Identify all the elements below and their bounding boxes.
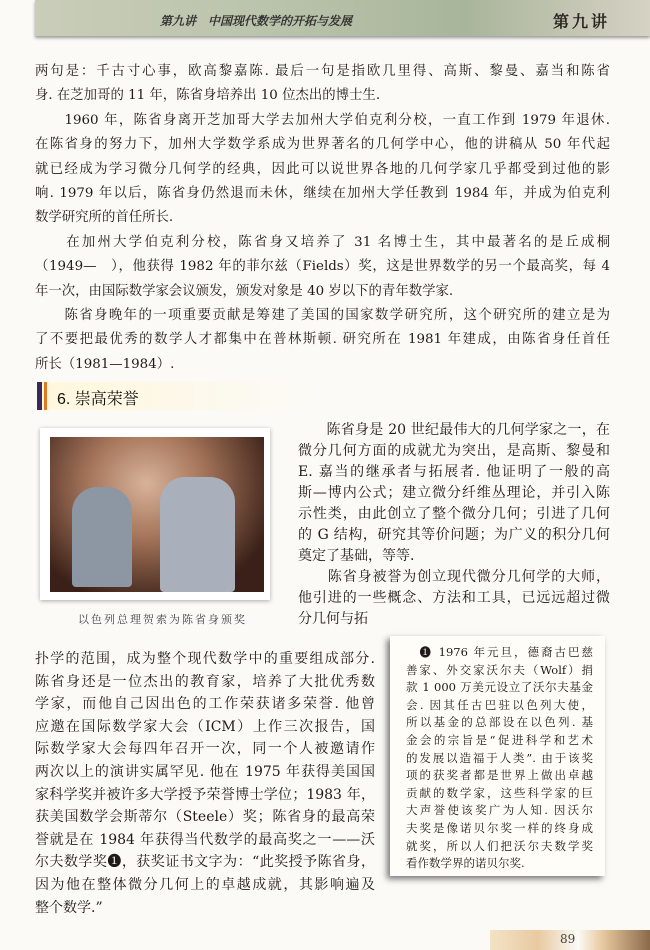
text-line: 就已经成为学习微分几何学的经典，因此可以说世界各地的几何学家几乎都受到过他的影 xyxy=(35,161,610,177)
footnote-box xyxy=(390,636,605,876)
text-line: 示性类，由此创立了整个微分几何；引进了几何 xyxy=(298,506,610,522)
running-header xyxy=(35,0,650,36)
text-line: 两句是：千古寸心事，欧高黎嘉陈. 最后一句是指欧几里得、高斯、黎曼、嘉当和陈省 xyxy=(35,64,610,79)
person-figure xyxy=(72,487,132,587)
text-line: 陈省身还是一位杰出的教育家，培养了大批优秀数 xyxy=(35,673,375,690)
text-line: 响. 1979 年以后，陈省身仍然退而未休，继续在加州大学任教到 1984 年，并成为伯克利 xyxy=(35,186,610,201)
page-footer xyxy=(490,930,650,950)
text-line: 金会的宗旨是“促进科学和艺术 xyxy=(406,733,593,747)
text-line: 整个数学.” xyxy=(35,899,103,916)
text-line: 年一次，由国际数学家会议颁发，颁发对象是 40 岁以下的青年数学家. xyxy=(35,283,454,299)
award-photo xyxy=(40,428,270,600)
text-line: 善家、外交家沃尔夫（Wolf）捐 xyxy=(406,662,593,677)
text-line: 所长（1981—1984）. xyxy=(35,356,175,372)
text-line: 他引进的一些概念、方法和工具，已远远超过微 xyxy=(298,590,610,606)
photo-caption: 以色列总理贺索为陈省身颁奖 xyxy=(78,613,247,626)
text-line: 在加州大学伯克利分校，陈省身又培养了 31 名博士生，其中最著名的是丘成桐 xyxy=(35,234,610,250)
section-title: 6. 崇高荣誉 xyxy=(57,391,139,408)
page-number: 89 xyxy=(560,932,576,946)
header-title: 第九讲 中国现代数学的开拓与发展 xyxy=(160,14,353,28)
text-line: 因为他在整体微分几何上的卓越成就，其影响遍及 xyxy=(35,877,375,893)
heading-bar-icon xyxy=(37,382,42,410)
text-line: 的发展以造福于人类”. 由于该奖 xyxy=(406,750,593,765)
text-line: 誉就是在 1984 年获得当代数学的最高奖之一——沃 xyxy=(35,831,375,848)
text-line: 大声誉使该奖广为人知. 因沃尔 xyxy=(406,803,593,818)
text-line: 款 1 000 万美元设立了沃尔夫基金 xyxy=(406,680,593,695)
text-line: 陈省身晚年的一项重要贡献是筹建了美国的国家数学研究所，这个研究所的建立是为 xyxy=(35,308,610,323)
text-line: 了不要把最优秀的数学人才都集中在普林斯顿. 研究所在 1981 年建成，由陈省身任首任 xyxy=(35,332,610,348)
text-line: 看作数学界的诺贝尔奖. xyxy=(406,856,525,871)
text-line: 分几何与拓 xyxy=(298,611,368,627)
text-line: 贡献的数学家，这些科学家的巨 xyxy=(406,785,593,800)
text-line: 项的获奖者都是世界上做出卓越 xyxy=(406,768,593,783)
text-line: 会. 因其任古巴驻以色列大使， xyxy=(406,697,593,712)
text-line: ❶ 1976 年元旦，德裔古巴慈 xyxy=(406,645,593,659)
text-line: 微分几何方面的成就尤为突出，是高斯、黎曼和 xyxy=(298,443,610,459)
text-line: 学家，而他自己因出色的工作荣获诸多荣誉. 他曾 xyxy=(35,696,375,713)
text-line: E. 嘉当的继承者与拓展者. 他证明了一般的高 xyxy=(298,464,610,480)
text-line: 夫奖是像诺贝尔奖一样的终身成 xyxy=(406,821,593,835)
section-heading xyxy=(37,382,317,410)
text-line: 数学研究所的首任所长. xyxy=(35,210,174,226)
text-line: 陈省身是 20 世纪最伟大的几何学家之一，在 xyxy=(298,422,610,438)
heading-accent-icon xyxy=(44,382,47,410)
chapter-label: 第九讲 xyxy=(552,12,610,31)
text-line: 斯—博内公式；建立微分纤维丛理论，并引入陈 xyxy=(298,485,610,501)
photo-image xyxy=(50,437,264,592)
text-line: 在陈省身的努力下，加州大学数学系成为世界著名的几何学中心，他的讲稿从 50 年代起 xyxy=(35,137,610,153)
text-line: 扑学的范围，成为整个现代数学中的重要组成部分. xyxy=(35,651,375,667)
text-line: 陈省身被誉为创立现代微分几何学的大师， xyxy=(298,569,610,585)
text-line: 家科学奖并被许多大学授予荣誉博士学位；1983 年， xyxy=(35,786,375,803)
text-line: 应邀在国际数学家大会（ICM）上作三次报告，国 xyxy=(35,718,375,735)
text-line: 两次以上的演讲实属罕见. 他在 1975 年获得美国国 xyxy=(35,764,375,780)
text-line: 获美国数学会斯蒂尔（Steele）奖；陈省身的最高荣 xyxy=(35,809,375,826)
text-line: 奠定了基础，等等. xyxy=(298,548,415,564)
text-line: （1949— ），他获得 1982 年的菲尔兹（Fields）奖，这是世界数学的另一个最高奖，每 4 xyxy=(35,259,610,275)
text-line: 身. 在芝加哥的 11 年，陈省身培养出 10 位杰出的博士生. xyxy=(35,88,381,104)
person-figure xyxy=(160,477,235,592)
text-line: 的 G 结构，研究其等价问题；为广义的积分几何 xyxy=(298,527,610,543)
text-line: 所以基金的总部设在以色列. 基 xyxy=(406,715,593,730)
text-line: 1960 年，陈省身离开芝加哥大学去加州大学伯克利分校，一直工作到 1979 年退休. xyxy=(35,112,610,128)
text-line: 尔夫数学奖❶，获奖证书文字为：“此奖授予陈省身， xyxy=(35,854,375,871)
text-line: 就奖，所以人们把沃尔夫数学奖 xyxy=(406,838,593,853)
text-line: 际数学家大会每四年召开一次，同一个人被邀请作 xyxy=(35,741,375,758)
